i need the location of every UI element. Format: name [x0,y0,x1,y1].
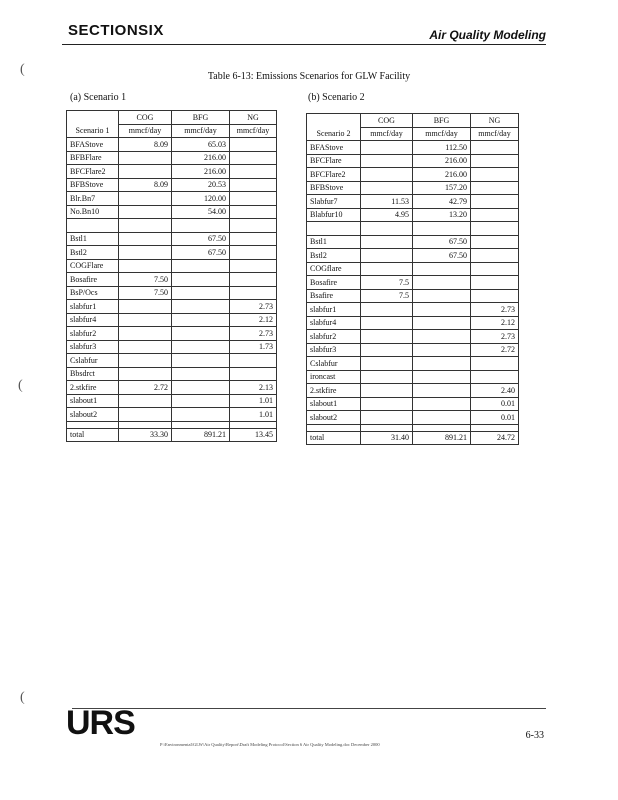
units-header: mmcf/day [119,124,172,138]
source-cell: 2.stkfire [67,381,119,395]
header-row [307,114,519,128]
table-title: Table 6-13: Emissions Scenarios for GLW Facility [207,71,411,82]
value-cell [172,273,230,287]
table-row [307,316,519,330]
table-row [307,276,519,290]
table-row [307,141,519,155]
value-cell [230,367,277,381]
value-cell [413,276,471,290]
source-cell: Bbsdrct [67,367,119,381]
source-cell: slabout1 [67,394,119,408]
header-corner-blank [67,111,119,125]
value-cell [471,181,519,195]
value-cell [230,219,277,233]
value-cell [172,340,230,354]
table-row [307,384,519,398]
table-row [307,370,519,384]
value-cell [230,192,277,206]
source-cell: slabfur2 [307,330,361,344]
table-row [67,205,277,219]
source-cell: Blabfur10 [307,208,361,222]
value-cell: 216.00 [413,154,471,168]
table-row [67,300,277,314]
footer-rule [72,708,546,709]
value-cell [361,262,413,276]
value-cell [119,232,172,246]
value-cell [413,370,471,384]
value-cell: 54.00 [172,205,230,219]
value-cell [361,384,413,398]
value-cell: 8.09 [119,178,172,192]
value-cell [361,168,413,182]
value-cell [471,235,519,249]
source-cell: BsP/Ocs [67,286,119,300]
value-cell: 7.50 [119,273,172,287]
source-cell: COGFlare [67,259,119,273]
value-cell: 2.72 [471,343,519,357]
value-cell [172,259,230,273]
value-cell [413,343,471,357]
value-cell [471,370,519,384]
column-group-header: COG [119,111,172,125]
value-cell [413,222,471,236]
binding-mark: ( [18,378,23,393]
value-cell [172,381,230,395]
table-row [307,303,519,317]
value-cell: 67.50 [172,246,230,260]
value-cell [172,327,230,341]
table-row [67,408,277,422]
value-cell [230,151,277,165]
value-cell [361,316,413,330]
table-row [307,330,519,344]
source-cell: Bstl1 [67,232,119,246]
table-row [307,397,519,411]
value-cell: 2.72 [119,381,172,395]
value-cell [413,262,471,276]
source-cell: BFAStove [67,138,119,152]
units-header: mmcf/day [471,127,519,141]
value-cell [119,205,172,219]
units-row [307,127,519,141]
value-cell: 0.01 [471,411,519,425]
total-value: 33.30 [119,428,172,442]
source-cell: Cslabfur [67,354,119,368]
total-value: 891.21 [172,428,230,442]
source-cell: slabfur3 [67,340,119,354]
value-cell: 2.73 [471,303,519,317]
source-cell: BFBFlare [67,151,119,165]
table-row [67,259,277,273]
header-rule [62,44,546,45]
value-cell [361,330,413,344]
table-row [67,273,277,287]
value-cell: 67.50 [172,232,230,246]
value-cell: 42.79 [413,195,471,209]
table-row [307,181,519,195]
table-row [67,286,277,300]
value-cell: 1.01 [230,408,277,422]
column-group-header: NG [471,114,519,128]
value-cell: 8.09 [119,138,172,152]
value-cell [172,408,230,422]
source-cell: slabfur4 [67,313,119,327]
value-cell: 2.73 [230,300,277,314]
value-cell: 2.12 [471,316,519,330]
value-cell [361,343,413,357]
value-cell [230,205,277,219]
spacer-cell [119,421,172,428]
value-cell [119,327,172,341]
value-cell [471,276,519,290]
binding-mark: ( [20,690,25,705]
value-cell [119,367,172,381]
units-row [67,124,277,138]
table-row [307,343,519,357]
source-cell: slabfur1 [307,303,361,317]
value-cell: 157.20 [413,181,471,195]
table-row [307,208,519,222]
table-row [67,178,277,192]
value-cell: 2.13 [230,381,277,395]
value-cell [361,357,413,371]
table-row [307,249,519,263]
source-cell: COGflare [307,262,361,276]
source-cell: slabfur3 [307,343,361,357]
value-cell [172,313,230,327]
scenario-1-table [66,110,277,442]
page-number: 6-33 [525,730,544,741]
value-cell: 0.01 [471,397,519,411]
spacer-cell [307,424,361,431]
value-cell [172,394,230,408]
table-row [67,381,277,395]
value-cell [172,354,230,368]
value-cell [230,246,277,260]
value-cell [471,195,519,209]
value-cell [119,313,172,327]
source-cell: ironcast [307,370,361,384]
source-cell: Cslabfur [307,357,361,371]
value-cell [471,357,519,371]
column-group-header: NG [230,111,277,125]
value-cell [361,249,413,263]
value-cell [413,316,471,330]
value-cell [361,411,413,425]
source-cell: Bstl1 [307,235,361,249]
table-row [67,340,277,354]
column-group-header: BFG [413,114,471,128]
value-cell [471,262,519,276]
value-cell [172,219,230,233]
value-cell [230,354,277,368]
value-cell: 1.01 [230,394,277,408]
value-cell [119,340,172,354]
total-label: total [67,428,119,442]
table-row [307,289,519,303]
value-cell: 2.12 [230,313,277,327]
value-cell: 67.50 [413,235,471,249]
value-cell [471,222,519,236]
source-cell: slabout2 [67,408,119,422]
value-cell [230,138,277,152]
table-row [307,168,519,182]
source-cell: Bosafire [307,276,361,290]
spacer-cell [230,421,277,428]
units-header: mmcf/day [230,124,277,138]
value-cell [471,208,519,222]
table-row [67,354,277,368]
value-cell [413,384,471,398]
value-cell [230,178,277,192]
total-row [67,428,277,442]
source-cell: slabout1 [307,397,361,411]
value-cell [361,397,413,411]
spacer-cell [361,424,413,431]
source-cell: BFCFlare2 [67,165,119,179]
value-cell [119,246,172,260]
value-cell [471,289,519,303]
value-cell: 112.50 [413,141,471,155]
value-cell [119,151,172,165]
units-header: mmcf/day [361,127,413,141]
value-cell [413,330,471,344]
table-row [67,394,277,408]
table-row [67,219,277,233]
value-cell: 7.50 [119,286,172,300]
value-cell [119,394,172,408]
total-value: 31.40 [361,431,413,445]
scenario-label: Scenario 1 [67,124,119,138]
scenario-label: Scenario 2 [307,127,361,141]
value-cell [119,408,172,422]
value-cell [230,259,277,273]
source-cell [307,222,361,236]
value-cell [361,181,413,195]
value-cell [471,154,519,168]
value-cell [361,222,413,236]
source-cell: slabfur1 [67,300,119,314]
source-cell: BFCFlare2 [307,168,361,182]
table-row [307,411,519,425]
source-cell: BFAStove [307,141,361,155]
source-cell [67,219,119,233]
table-row [67,192,277,206]
header-row [67,111,277,125]
value-cell [413,357,471,371]
section-header: SECTIONSIX [68,22,164,39]
value-cell: 4.95 [361,208,413,222]
table-row [67,232,277,246]
units-header: mmcf/day [172,124,230,138]
value-cell: 2.40 [471,384,519,398]
value-cell [413,303,471,317]
value-cell: 216.00 [413,168,471,182]
total-value: 13.45 [230,428,277,442]
total-row [307,431,519,445]
source-cell: No.Bn10 [67,205,119,219]
scenario-b-caption: (b) Scenario 2 [308,92,365,103]
table-row [67,138,277,152]
source-cell: Bstl2 [307,249,361,263]
value-cell [361,235,413,249]
source-cell: Bsafire [307,289,361,303]
value-cell [119,165,172,179]
table-row [67,367,277,381]
value-cell [230,286,277,300]
table-row [67,327,277,341]
value-cell: 11.53 [361,195,413,209]
table-row [67,246,277,260]
table-row [307,154,519,168]
value-cell [361,141,413,155]
spacer-row [67,421,277,428]
value-cell: 216.00 [172,151,230,165]
source-cell: BFBStove [307,181,361,195]
value-cell [172,367,230,381]
scenario-a-caption: (a) Scenario 1 [70,92,127,103]
value-cell: 216.00 [172,165,230,179]
value-cell [172,300,230,314]
value-cell [172,286,230,300]
value-cell [119,192,172,206]
value-cell: 120.00 [172,192,230,206]
spacer-cell [67,421,119,428]
header-corner-blank [307,114,361,128]
value-cell: 65.03 [172,138,230,152]
value-cell: 13.20 [413,208,471,222]
value-cell: 1.73 [230,340,277,354]
value-cell [361,154,413,168]
source-cell: Slabfur7 [307,195,361,209]
value-cell [361,303,413,317]
value-cell [471,249,519,263]
units-header: mmcf/day [413,127,471,141]
value-cell: 7.5 [361,289,413,303]
scenario-2-table [306,113,519,445]
value-cell [413,289,471,303]
table-row [67,151,277,165]
source-cell: 2.stkfire [307,384,361,398]
table-row [67,165,277,179]
value-cell [230,165,277,179]
column-group-header: COG [361,114,413,128]
source-cell: Blr.Bn7 [67,192,119,206]
value-cell [413,411,471,425]
value-cell [230,232,277,246]
value-cell [361,370,413,384]
source-cell: Bosafire [67,273,119,287]
table-row [67,313,277,327]
source-cell: slabfur2 [67,327,119,341]
company-logo: URS [66,704,135,742]
table-row [307,262,519,276]
table-row [307,357,519,371]
source-cell: BFBStove [67,178,119,192]
source-cell: slabout2 [307,411,361,425]
value-cell [471,168,519,182]
spacer-cell [172,421,230,428]
spacer-cell [413,424,471,431]
total-label: total [307,431,361,445]
value-cell: 2.73 [471,330,519,344]
value-cell [230,273,277,287]
binding-mark: ( [20,62,25,77]
section-title-right: Air Quality Modeling [429,28,546,42]
value-cell: 67.50 [413,249,471,263]
file-path: P:\Environmental\GLW\Air Quality\Report\Draft Modeling Protocol\Section 6 Air Quality Modeling.doc December 2000 [160,742,380,747]
value-cell: 20.53 [172,178,230,192]
source-cell: slabfur4 [307,316,361,330]
table-row [307,195,519,209]
value-cell [471,141,519,155]
spacer-cell [471,424,519,431]
column-group-header: BFG [172,111,230,125]
table-row [307,235,519,249]
source-cell: BFCFlare [307,154,361,168]
total-value: 24.72 [471,431,519,445]
value-cell [119,259,172,273]
value-cell [413,397,471,411]
spacer-row [307,424,519,431]
value-cell [119,219,172,233]
value-cell: 7.5 [361,276,413,290]
total-value: 891.21 [413,431,471,445]
value-cell [119,300,172,314]
table-row [307,222,519,236]
value-cell [119,354,172,368]
source-cell: Bstl2 [67,246,119,260]
value-cell: 2.73 [230,327,277,341]
